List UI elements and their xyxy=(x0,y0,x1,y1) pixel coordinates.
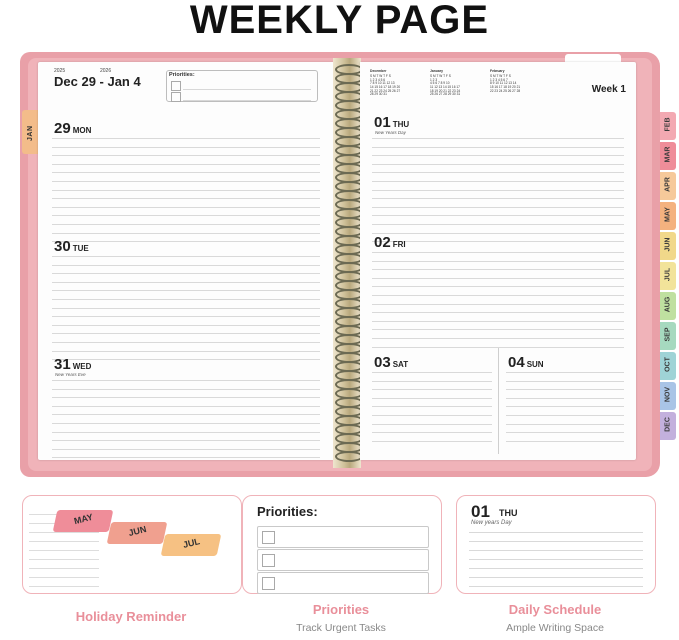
priority-checkbox[interactable] xyxy=(171,81,181,91)
day-weekday: SUN xyxy=(526,360,544,369)
writing-line xyxy=(469,550,643,551)
writing-line xyxy=(372,381,492,382)
day-entry-sun[interactable] xyxy=(508,354,544,372)
priority-row[interactable] xyxy=(257,549,429,571)
spiral-binding xyxy=(333,58,361,468)
writing-line xyxy=(372,233,624,234)
mini-calendar-december xyxy=(370,70,400,97)
writing-line xyxy=(372,398,492,399)
month-tab-label: JUN xyxy=(664,237,672,252)
month-tab-strip[interactable] xyxy=(660,112,676,442)
writing-line xyxy=(506,441,624,442)
mini-cal-row: 14 15 16 17 18 19 20 xyxy=(370,84,401,89)
writing-line xyxy=(372,190,624,191)
day-weekday: SAT xyxy=(392,360,409,369)
mini-cal-row: 15 16 17 18 19 20 21 xyxy=(490,84,521,89)
mini-calendar-january xyxy=(430,70,460,97)
mini-cal-row: 1 2 3 xyxy=(430,77,438,82)
writing-line xyxy=(372,424,492,425)
day-entry-fri[interactable] xyxy=(374,234,406,252)
writing-line xyxy=(52,233,320,234)
writing-line xyxy=(469,532,643,533)
writing-line xyxy=(469,559,643,560)
writing-line xyxy=(52,440,320,441)
writing-line xyxy=(372,286,624,287)
month-tab-aug[interactable] xyxy=(660,292,676,320)
writing-line xyxy=(52,256,320,257)
writing-line xyxy=(52,406,320,407)
writing-line xyxy=(372,224,624,225)
holiday-page-line xyxy=(29,586,99,587)
writing-line xyxy=(52,423,320,424)
mini-cal-row: 4 5 6 7 8 9 10 xyxy=(430,81,450,86)
writing-line xyxy=(372,406,492,407)
writing-line xyxy=(52,155,320,156)
month-tab-mar[interactable] xyxy=(660,142,676,170)
holiday-page-line xyxy=(29,568,99,569)
mini-cal-row: 1 2 3 4 5 6 7 xyxy=(490,77,508,82)
writing-line xyxy=(506,398,624,399)
writing-line xyxy=(506,381,624,382)
writing-line xyxy=(372,304,624,305)
writing-line xyxy=(52,147,320,148)
writing-line xyxy=(52,190,320,191)
priority-row[interactable] xyxy=(257,526,429,548)
month-tab-label: SEP xyxy=(664,327,672,342)
writing-line xyxy=(52,389,320,390)
writing-line xyxy=(372,181,624,182)
feature-caption-priorities: Priorities xyxy=(312,602,370,617)
writing-line xyxy=(52,241,320,242)
writing-line xyxy=(52,380,320,381)
writing-line xyxy=(372,198,624,199)
feature-card-daily xyxy=(456,495,656,594)
day-number: 04 xyxy=(508,354,525,371)
day-weekday: THU xyxy=(392,120,410,129)
year-end: 2026 xyxy=(100,68,112,74)
writing-line xyxy=(372,172,624,173)
writing-line xyxy=(372,261,624,262)
day-number: 02 xyxy=(374,234,391,251)
writing-line xyxy=(372,164,624,165)
planner-right-page xyxy=(360,62,636,460)
priority-checkbox[interactable] xyxy=(262,577,275,590)
writing-line xyxy=(372,252,624,253)
month-tab-jun[interactable] xyxy=(660,232,676,260)
priority-line xyxy=(183,89,311,90)
writing-line xyxy=(469,577,643,578)
holiday-tab-jul[interactable] xyxy=(161,534,222,556)
page-title: WEEKLY PAGE xyxy=(189,0,490,42)
month-tab-jul[interactable] xyxy=(660,262,676,290)
writing-line xyxy=(52,397,320,398)
writing-line xyxy=(52,282,320,283)
feature-card-priorities xyxy=(242,495,442,594)
writing-line xyxy=(52,449,320,450)
month-tab-label: MAY xyxy=(664,207,672,222)
writing-line xyxy=(372,372,492,373)
writing-line xyxy=(52,181,320,182)
mini-cal-row: 8 9 10 11 12 13 14 xyxy=(490,81,517,86)
spiral-coil xyxy=(335,451,363,462)
writing-line xyxy=(469,541,643,542)
writing-line xyxy=(469,586,643,587)
feature-caption-daily: Daily Schedule xyxy=(508,602,602,617)
holiday-page-line xyxy=(29,532,99,533)
writing-line xyxy=(52,198,320,199)
daily-card-weekday: THU xyxy=(499,508,518,518)
day-note-thu: New Years Day xyxy=(375,130,406,135)
month-tab-label: NOV xyxy=(664,386,672,403)
priority-checkbox[interactable] xyxy=(171,92,181,102)
writing-line xyxy=(506,415,624,416)
writing-line xyxy=(52,316,320,317)
writing-line xyxy=(372,295,624,296)
writing-line xyxy=(506,389,624,390)
month-tab-jan-label: JAN xyxy=(27,125,34,141)
month-tab-sep[interactable] xyxy=(660,322,676,350)
mini-cal-row: 18 19 20 21 22 23 24 xyxy=(430,88,461,93)
day-number: 01 xyxy=(374,114,391,131)
writing-line xyxy=(52,172,320,173)
column-divider xyxy=(498,348,499,454)
writing-line xyxy=(372,138,624,139)
writing-line xyxy=(469,568,643,569)
writing-line xyxy=(52,351,320,352)
writing-line xyxy=(52,414,320,415)
mini-cal-month-name: February xyxy=(490,69,505,73)
writing-line xyxy=(372,321,624,322)
day-weekday: TUE xyxy=(72,244,89,253)
day-number: 29 xyxy=(54,120,71,137)
writing-line xyxy=(372,269,624,270)
writing-line xyxy=(52,342,320,343)
priorities-card-title: Priorities: xyxy=(257,504,318,519)
month-tab-jan[interactable] xyxy=(22,110,39,154)
writing-line xyxy=(372,207,624,208)
mini-cal-row: 22 23 24 25 26 27 28 xyxy=(490,88,521,93)
mini-cal-month-name: December xyxy=(370,69,387,73)
day-number: 03 xyxy=(374,354,391,371)
mini-cal-row: 1 2 3 4 5 6 xyxy=(370,77,386,82)
mini-cal-row: 7 8 9 10 11 12 13 xyxy=(370,81,395,86)
month-tab-label: MAR xyxy=(664,146,672,163)
month-tab-label: FEB xyxy=(664,117,672,132)
writing-line xyxy=(52,299,320,300)
writing-line xyxy=(52,432,320,433)
week-range: Dec 29 - Jan 4 xyxy=(54,74,141,89)
feature-sub-daily: Ample Writing Space xyxy=(506,622,604,634)
writing-line xyxy=(52,359,320,360)
holiday-page-line xyxy=(29,577,99,578)
writing-line xyxy=(52,333,320,334)
month-tab-label: AUG xyxy=(664,296,672,313)
month-tab-label: APR xyxy=(664,177,672,192)
priorities-box[interactable] xyxy=(166,70,318,102)
feature-caption-holiday: Holiday Reminder xyxy=(75,609,187,624)
writing-line xyxy=(52,215,320,216)
feature-sub-priorities: Track Urgent Tasks xyxy=(296,622,386,634)
daily-card-note: New years Day xyxy=(471,520,512,526)
writing-line xyxy=(372,241,624,242)
day-weekday: FRI xyxy=(392,240,406,249)
priority-checkbox[interactable] xyxy=(262,531,275,544)
month-tab-label: JUL xyxy=(664,267,672,282)
writing-line xyxy=(372,278,624,279)
mini-cal-month-name: January xyxy=(430,69,444,73)
day-entry-tue[interactable] xyxy=(54,238,89,256)
priority-row[interactable] xyxy=(257,572,429,594)
writing-line xyxy=(52,138,320,139)
holiday-tab-jul-label: JUL xyxy=(181,536,201,550)
month-tab-feb[interactable] xyxy=(660,112,676,140)
writing-line xyxy=(52,265,320,266)
holiday-tab-may[interactable] xyxy=(53,510,114,532)
writing-line xyxy=(506,424,624,425)
writing-line xyxy=(52,224,320,225)
writing-line xyxy=(52,308,320,309)
writing-line xyxy=(52,290,320,291)
planner-left-page xyxy=(38,62,333,460)
writing-line xyxy=(372,155,624,156)
holiday-tab-may-label: MAY xyxy=(72,511,94,527)
writing-line xyxy=(52,273,320,274)
holiday-page-line xyxy=(29,550,99,551)
day-weekday: MON xyxy=(72,126,92,135)
mini-cal-head: S M T W T F S xyxy=(430,73,451,78)
month-tab-dec[interactable] xyxy=(660,412,676,440)
month-tab-may[interactable] xyxy=(660,202,676,230)
writing-line xyxy=(372,441,492,442)
mini-cal-head: S M T W T F S xyxy=(370,73,391,78)
day-entry-sat[interactable] xyxy=(374,354,408,372)
writing-line xyxy=(372,389,492,390)
month-tab-label: OCT xyxy=(664,357,672,372)
writing-line xyxy=(372,312,624,313)
mini-cal-row: 28 29 30 31 xyxy=(370,92,387,97)
day-entry-mon[interactable] xyxy=(54,120,91,138)
week-number-label: Week 1 xyxy=(591,84,626,95)
mini-calendar-february xyxy=(490,70,520,93)
writing-line xyxy=(506,432,624,433)
writing-line xyxy=(506,406,624,407)
mini-cal-row: 11 12 13 14 15 16 17 xyxy=(430,84,460,89)
writing-line xyxy=(372,415,492,416)
writing-line xyxy=(372,432,492,433)
writing-line xyxy=(52,207,320,208)
month-tab-oct[interactable] xyxy=(660,352,676,380)
writing-line xyxy=(52,164,320,165)
priority-line xyxy=(183,100,311,101)
month-tab-label: DEC xyxy=(664,417,672,432)
mini-cal-row: 21 22 23 24 25 26 27 xyxy=(370,88,401,93)
writing-line xyxy=(372,338,624,339)
priorities-label: Priorities: xyxy=(169,72,195,78)
day-number: 31 xyxy=(54,356,71,373)
writing-line xyxy=(52,457,320,458)
holiday-tab-jun-label: JUN xyxy=(127,523,148,539)
day-weekday: WED xyxy=(72,362,92,371)
writing-line xyxy=(372,329,624,330)
holiday-page-line xyxy=(29,559,99,560)
mini-cal-row: 25 26 27 28 29 30 31 xyxy=(430,92,461,97)
day-note-wed: New Years Eve xyxy=(55,372,86,377)
writing-line xyxy=(52,325,320,326)
daily-card-day-number: 01 xyxy=(471,502,490,521)
holiday-page-line xyxy=(29,541,99,542)
month-tab-apr[interactable] xyxy=(660,172,676,200)
month-tab-nov[interactable] xyxy=(660,382,676,410)
writing-line xyxy=(372,147,624,148)
day-number: 30 xyxy=(54,238,71,255)
mini-cal-head: S M T W T F S xyxy=(490,73,511,78)
feature-card-holiday xyxy=(22,495,242,594)
writing-line xyxy=(372,215,624,216)
writing-line xyxy=(506,372,624,373)
planner-cover xyxy=(20,52,672,477)
year-start: 2025 xyxy=(54,68,66,74)
priority-checkbox[interactable] xyxy=(262,554,275,567)
holiday-tab-jun[interactable] xyxy=(107,522,168,544)
